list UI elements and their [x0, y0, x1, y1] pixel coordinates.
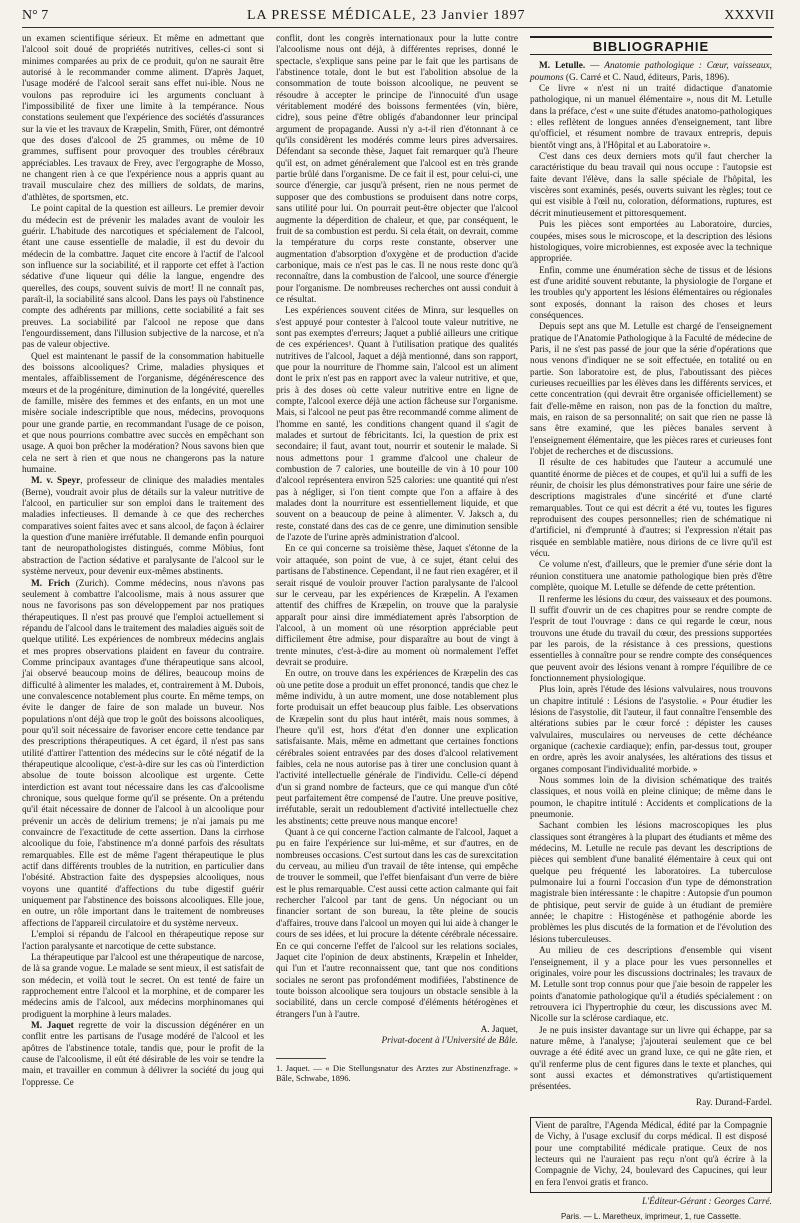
header-rule — [22, 27, 774, 28]
paragraph-jaquet — [22, 1021, 264, 1089]
paragraph-speyr — [22, 476, 264, 578]
book-title: Anatomie pathologique : Cœur, vaisseaux, poumons — [530, 61, 773, 83]
page-number: XXXVII — [724, 8, 774, 23]
paragraph: En ce qui concerne sa troisième thèse, Jaquet s'étonne de la voir attaquée, son point de vue, à ce sujet, étant celui des partisans de l'abstinence. Cependant, il ne faut rien exagérer, et il serait risqué de vouloir prouver l'action paralysante de l'alcool sur le cerveau, par les expériences de Kræpelin. A l'examen attentif des chiffres de Kræpelin, on trouve que la paralysie apparaît pour ainsi dire immédiatement après l'absorption de l'alcool, à un moment où une résorption appréciable peut difficilement être admise, pour disparaître au bout de vingt à trente minutes, c'est-à-dire au moment où normalement l'effet devrait se produire. — [276, 544, 518, 668]
paragraph: C'est dans ces deux derniers mots qu'il faut chercher la caractéristique du beau travail qui nous occupe : l'autopsie est faite devant l'élève, dans la salle spéciale de l'hôpital, les viscères sont examinés, pesés, ouverts suivant les règles; tout ce qui est visible à l'œil nu, coloration, déformations, ruptures, est décrit minutieusement et pittoresquement. — [530, 152, 772, 219]
paragraph: Le point capital de la question est ailleurs. Le premier devoir du médecin est de prévenir les malades avant de vouloir les guérir. L'habitude des narcotiques et spécialement de l'alcool, étant une cause essentielle de maladie, il est du devoir du médecin de la combattre. Jaquet cite encore à l'actif de l'alcool son influence sur la sociabilité, et il rapporte cet effet à l'action sédative d'une liqueur qui délie la langue, engendre des querelles, des coups, souvent suivis de mort! Il ne connaît pas, paraît-il, la sociabilité sans alcool. Dans les pays où l'abstinence compte des adhérents par millions, cette sociabilité a fait ses preuves. La sociabilité par l'alcool ne repose que dans l'engourdissement, dans l'illusion subjective de la narcose, et n'a pas de valeur objective. — [22, 204, 264, 351]
columns — [22, 34, 774, 1222]
review-heading: M. Letulle. — Anatomie pathologique : Cœur, vaisseaux, poumons (G. Carré et C. Naud, éditeurs, Paris, 1896). — [530, 61, 773, 83]
speaker-text: (Zurich). Comme médecins, nous n'avons pas seulement à combattre l'alcoolisme, mais à nous assurer que nous ne favorisons pas son développement par nos pratiques thérapeutiques. Il n'est pas prouvé que l'emploi actuellement si répandu de l'alcool dans le traitement des maladies aiguës soit de quelque utilité. Les expériences de nombreux médecins anglais et mes propres observations plaident en faveur du contraire. Comme principaux avantages d'une thérapeutique sans alcool, j'ai observé beaucoup moins de délires, beaucoup moins de difficulté à alimenter les malades, et, contrairement à M. Dubois, une convalescence notablement plus courte. En même temps, on évite le danger de faire de son malade un buveur. Nos populations n'ont déjà que trop le goût des boissons alcooliques, pour qu'il soit nécessaire de favoriser encore cette tendance par des prescriptions thérapeutiques. A cet égard, il n'est pas sans utilité d'attirer l'attention des médecins sur le côté négatif de la thérapeutique alcoolique, c'est-à-dire sur les cas où l'interdiction absolue de toute boisson alcoolique est urgente. Cette interdiction est avant tout nécessaire dans les cas d'alcoolisme chronique, sous quelque forme qu'il se présente. On a prétendu qu'il était nécessaire de donner de l'alcool à un alcoolique pour prévenir un accès de delirium tremens; je n'ai jamais pu me convaincre de l'exactitude de cette assertion. Dans la cirrhose alcoolique du foie, l'abstinence m'a donné parfois des résultats remarquables. Elle est de même l'agent thérapeutique le plus actif dans différents troubles de la nutrition, en particulier dans l'obésité. Abstraction faite des dyspepsies alcooliques, nous voyons une quantité d'affections du tube digestif guérir uniquement par l'abstinence des boissons alcooliques. Elle joue, en outre, un rôle important dans le traitement de nombreuses affections de l'appareil circulatoire et du système nerveux. — [22, 578, 264, 929]
author-title: Privat-docent à l'Université de Bâle. — [381, 1036, 518, 1047]
paragraph: Enfin, comme une énumération sèche de tissus et de lésions est d'une aridité souvent rebutante, la physiologie de l'organe et les troubles qu'y apportent les lésions élémentaires ou régionales sont exposés, donnant la raison des choses et leurs conséquences. — [530, 265, 772, 321]
agenda-text: Vient de paraître, l'Agenda Médical, édité par la Compagnie de Vichy, à l'usage exclusif du corps médical. Il est disposé pour une comptabilité médicale pratique. Ceux de nos lecteurs qui ne l'auraient pas reçu n'ont qu'à écrire à la Compagnie de Vichy, 24, boulevard des Capucines, qui leur en fera l'envoi gratis et franco. — [535, 1120, 767, 1188]
speaker-text: , professeur de clinique des maladies mentales (Berne), voudrait avoir plus de détails sur la valeur nutritive de l'alcool, en particulier sur son emploi dans le traitement des maladies infectieuses. Il demande à ce que des recherches comparatives soient faites avec et sans alcool, de façon à éclairer la question d'une manière irréfutable. Il demande enfin pourquoi tant de neuropathologistes distingués, comme Möbius, font abstraction de l'action sédative et paralysante de l'alcool sur le système nerveux, pour devenir eux-mêmes abstinents. — [22, 476, 264, 578]
footnote: 1. Jaquet. — « Die Stellungsnatur des Arztes zur Abstinenzfrage. » Bâle, Schwabe, 1896. — [276, 1062, 518, 1084]
paragraph: Sachant combien les lésions macroscopiques les plus classiques sont étrangères à la plupart des étudiants et même des médecins, M. Letulle ne recule pas devant les descriptions de pièces qui semblent d'une banalité élémentaire à ceux qui ont quelque peu fréquenté les laboratoires. La tuberculose pulmonaire lui a fourni l'occasion d'un type de démonstration magistrale bien intéressante : le chapitre : Autopsie d'un poumon de phtisique, peut servir de guide à un étudiant de première année; le chapitre : Histogénèse et pathogénie aborde les problèmes les plus discutés de la formation et de l'évolution des lésions tuberculeuses. — [530, 821, 772, 945]
paragraph-frich — [22, 579, 264, 931]
page-header — [22, 6, 774, 27]
author-signature: A. Jaquet, — [480, 1024, 518, 1035]
paragraph: Les expériences souvent citées de Minra, sur lesquelles on s'est appuyé pour contester à l'alcool toute valeur nutritive, ne sont pas exemptes d'erreurs; Jaquet a publié ailleurs une critique de ces expériences¹. Quant à l'utilisation pratique des qualités nutritives de l'alcool, Jaquet a déjà mentionné, dans son rapport, que pour la nourriture de l'homme sain, l'alcool est un aliment dont le prix n'est pas en rapport avec la valeur nutritive, et que, pris à des doses où cette valeur nutritive entre en ligne de compte, l'alcool exerce déjà une action fâcheuse sur l'organisme. Mais, si l'alcool ne peut pas être recommandé comme aliment de l'homme en santé, les conditions changent quand il s'agit de malades et surtout de fébricitants. Ici, la question de prix est secondaire; il faut, avant tout, nourrir et soutenir le malade. Si nous admettons pour 1 gramme d'alcool une chaleur de combustion de 7 calories, une bouteille de vin à 10 pour 100 d'alcool représentera environ 525 calories: une quantité qui n'est pas à négliger, si l'on tient compte que l'on a affaire à des malades dont la nourriture est essentiellement liquide, et que souvent on a beaucoup de peine à alimenter. V. Jaksch a, du reste, constaté dans des cas de ce genre, une diminution sensible de l'azote de l'urine après administration d'alcool. — [276, 306, 518, 544]
column-2 — [276, 34, 518, 1094]
paragraph: Nous sommes loin de la division schématique des traités classiques, et nous voilà en pleine clinique; de même dans le poumon, le chapitre intitulé : Accidents et complications de la pneumonie. — [530, 776, 772, 821]
reviewer-signature: Ray. Durand-Fardel. — [695, 1097, 772, 1108]
paragraph: L'emploi si répandu de l'alcool en thérapeutique repose sur l'action paralysante et narcotique de cette substance. — [22, 930, 264, 952]
paragraph: Quel est maintenant le passif de la consommation habituelle des boissons alcooliques? Crime, maladies physiques et mentales, affaiblissement de l'organisme, dégénérescence des mœurs et de la progéniture, diminution de la longévité, querelles de famille, misère des femmes et des enfants, en un mot une misère sociale indescriptible que nous, médecins, provoquons pour une grande partie, en recommandant l'usage de ce poison, et que nous pourrions combattre avec succès en empêchant son usage. A quoi bon prêcher la modération? Nous savons bien que cela ne sert à rien et que nous ne changerons pas la nature humaine. — [22, 351, 264, 476]
paragraph: un examen scientifique sérieux. Et même en admettant que l'alcool soit doué de propriétés nutritives, celles-ci sont si minimes comparées au prix de ce produit, qu'on ne saurait être autorisé à le recommander comme aliment. D'après Jaquet, l'usage modéré de l'alcool serait sans effet nui-ible. Nous ne voulons pas reproduire ici les arguments concluant à l'impossibilité de fixer une limite à la tempérance. Nous constations seulement que l'expérience des sociétés d'assurances sur la vie et les travaux de Kræpelin, Smith, Fürer, ont démontré que des doses d'alcool de 25 grammes, ou même de 10 grammes, suffisent pour provoquer des troubles cérébraux appréciables. Les travaux de Frey, avec l'ergographe de Mosso, ne changent rien à ce que l'expérience nous a appris quant au travail musculaire chez des milliers de soldats, de marins, d'athlètes, de sportsmen, etc. — [22, 34, 264, 203]
paragraph: Au milieu de ces descriptions d'ensemble qui visent l'enseignement, il y a place pour les vues personnelles et originales, voire pour les discussions doctrinales; les travaux de M. Letulle sont trop connus pour que j'aie besoin de rappeler les points d'anatomie pathologique qu'il a étudiés spécialement : on retrouvera ici l'hypertrophie du cœur, les discussions avec M. Nicolle sur la sclérose cardiaque, etc. — [530, 946, 772, 1025]
column-1 — [22, 34, 264, 1094]
column-3 — [530, 34, 773, 1222]
paragraph: En outre, on trouve dans les expériences de Kræpelin des cas où une petite dose a produit un effet prononcé, tandis que chez le même individu, à un autre moment, une dose notablement plus forte produisait un effet beaucoup plus faible. Les observations de Kræpelin sont du plus haut intérêt, mais nous sommes, à l'heure qu'il est, hors d'état d'en donner une explication satisfaisante. Mais, même en admettant que certaines fonctions cérébrales soient entravées par des doses d'alcool relativement faibles, cela ne nous autorise pas à tirer une conclusion quant à l'activité intellectuelle générale de l'individu. Celle-ci dépend d'un si grand nombre de facteurs, que ce qui manque d'un côté peut parfaitement être compensé de l'autre. Une preuve positive, irréfutable, serait un redoublement d'activité intellectuelle chez les abstinents; cette preuve nous manque encore! — [276, 669, 518, 827]
speaker-name: M. Frich — [31, 578, 70, 589]
issue-number: N° 7 — [22, 8, 49, 23]
paragraph: Plus loin, après l'étude des lésions valvulaires, nous trouvons un chapitre intitulé : Lésions de l'asystolie. « Pour étudier les lésions de l'asystolie, dit l'auteur, il faut connaître l'ensemble des altérations subies par le cœur forcé : dépister les causes valvulaires, musculaires ou nerveuses de cette déchéance organique (cachexie cardiaque); enfin, par-dessus tout, grouper en ordre, après les avoir analysées, les altérations des tissus et organes composant l'individualité morbide. » — [530, 685, 772, 775]
agenda-notice — [530, 1117, 772, 1193]
paragraph: Ce livre « n'est ni un traité didactique d'anatomie pathologique, ni un manuel élémentaire », nous dit M. Letulle dans la préface, c'est « une suite d'études anatomo-pathologiques : elles reflètent de longues années d'enseignement, tant libre qu'officiel, et résument nombre de travaux entrepris, depuis bientôt vingt ans, à l'Hôpital et au Laboratoire ». — [530, 84, 772, 151]
journal-title: LA PRESSE MÉDICALE, 23 Janvier 1897 — [247, 8, 526, 23]
paragraph: Je ne puis insister davantage sur un livre qui échappe, par sa nature même, à l'analyse; j'ajouterai seulement que ce bel ouvrage a été édité avec un grand luxe, ce qui ne gâte rien, et qu'il renferme plus de cent figures dans le texte et planches, qui sont aussi exactes et démonstratives qu'artistiquement présentées. — [530, 1025, 772, 1093]
section-title: BIBLIOGRAPHIE — [530, 36, 772, 55]
speaker-name: M. v. Speyr — [31, 476, 81, 487]
paragraph: Quant à ce qui concerne l'action calmante de l'alcool, Jaquet a pu en faire l'expérience sur lui-même, et sur d'autres, en de nombreuses occasions. C'est surtout dans les cas de surexcitation du cerveau, au milieu d'un travail de tête intense, qui empêche de trouver le sommeil, que l'effet bienfaisant d'un verre de bière est le plus remarquable. C'est aussi cette action calmante qui fait rechercher l'alcool par tant de gens. Un négociant ou un financier sortant de son bureau, la tête pleine de soucis d'affaires, trouve dans l'alcool un moyen qui lui aide à changer le cours de ses idées, et lui procure la détente cérébrale nécessaire. En ce qui concerne l'effet de l'alcool sur les relations sociales, Jaquet cite l'opinion de deux abstinents, Kræpelin et Inhelder, qui l'un et l'autre reconnaissent que, tant que nos conditions sociales ne seront pas profondément modifiées, l'abstinence de toute boisson alcoolique sera toujours un obstacle sensible à la sociabilité, dans un cercle composé d'éléments hétérogènes et étrangers l'un à l'autre. — [276, 828, 518, 1020]
paragraph: Puis les pièces sont emportées au Laboratoire, durcies, coupées, mises sous le microscope, et la description des lésions histologiques, voire microbiennes, est exposée avec la technique appropriée. — [530, 220, 772, 265]
paragraph: conflit, dont les congrès internationaux pour la lutte contre l'alcoolisme nous ont déjà, à différentes reprises, donné le spectacle, s'explique sans peine par le fait que les partisans de l'abstinence totale, dont le but est l'abolition absolue de la consommation de toute boisson alcoolique, ne peuvent se résoudre à accepter le principe de l'innocuité d'un usage véritablement modéré des boissons fermentées (vin, bière, cidre), sous peine d'être obligés d'abandonner leur principal argument de propagande. Aussi n'y a-t-il rien d'étonnant à ce qu'ils considèrent les modérés comme leurs pires adversaires. Défendant sa seconde thèse, Jaquet fait remarquer qu'à l'heure qu'il est, on admet généralement que l'alcool est en très grande partie brûlé dans l'organisme. De ce fait il est, pour celui-ci, une source d'énergie, car jusqu'à présent, rien ne nous permet de supposer que des combustions se produisent dans notre corps, sans utilité pour lui. On pourrait peut-être objecter que l'alcool augmente la déperdition de chaleur, et que, par conséquent, le fruit de sa combustion est perdu. Si cela était, on devrait, comme la température du corps reste constante, observer une augmentation d'absorption d'oxygène et de production d'acide carbonique, mais ce n'est pas le cas. Il ne nous reste donc qu'à reconnaître, dans la combustion de l'alcool, une source d'énergie pour l'organisme. De nombreuses recherches ont aussi conduit à ce résultat. — [276, 34, 518, 305]
reviewed-author: M. Letulle. — [539, 61, 586, 72]
paragraph: Il résulte de ces habitudes que l'auteur a accumulé une quantité énorme de pièces et de coupes, et qu'il lui a suffi de les réunir, de choisir les plus démonstratives pour faire une série de descriptions magistrales d'une sincérité et d'une clarté remarquables. Tout ce qui est décrit a été vu, toutes les figures reproduisent des coupes personnelles; rien de schématique ni d'artificiel, ni d'emprunté à d'autres; si l'expression n'était pas risquée en semblable matière, nous dirions de ce livre qu'il est vécu. — [530, 458, 772, 560]
paragraph: La thérapeutique par l'alcool est une thérapeutique de narcose, de là sa grande vogue. Le malade se sent mieux, il est satisfait de son médecin, et voilà tout le secret. On est tenté de faire un rapprochement entre l'alcool et la morphine, et de comparer les médecins amis de l'alcool, aux médecins morphinomanes qui prodiguent la morphine à leurs malades. — [22, 952, 264, 1020]
speaker-text: regrette de voir la discussion dégénérer en un conflit entre les partisans de l'usage modéré de l'alcool et les apôtres de l'abstinence totale, tandis que, pour le profit de la cause de l'alcoolisme, il eût été désirable de les voir se tendre la main, et travailler en commun à délivrer la société du joug qui l'oppresse. Ce — [22, 1020, 264, 1088]
editor-line: L'Éditeur-Gérant : Georges Carré. — [641, 1197, 772, 1208]
footnote-rule — [276, 1058, 326, 1059]
paragraph: Ce volume n'est, d'ailleurs, que le premier d'une série dont la réunion constituera une anatomie pathologique bien près d'être complète, quoique M. Letulle se défende de cette prétention. — [530, 560, 772, 594]
paragraph: Il renferme les lésions du cœur, des vaisseaux et des poumons. Il suffit d'ouvrir un de ces chapitres pour se rendre compte de l'esprit de tout l'ouvrage : dans ce qui regarde le cœur, nous trouvons une étude du travail du cœur, des pressions supportées par les parois, de la résistance à ces pressions, questions essentielles à connaître pour se rendre compte des conséquences que peuvent avoir des lésions venant à rompre l'équilibre de ce fonctionnement physiologique. — [530, 594, 772, 684]
speaker-name: M. Jaquet — [31, 1020, 74, 1031]
publisher: (G. Carré et C. Naud, éditeurs, Paris, 1896). — [563, 72, 730, 83]
paragraph: Depuis sept ans que M. Letulle est chargé de l'enseignement pratique de l'Anatomie Pathologique à la Faculté de médecine de Paris, il ne s'est pas passé de jour que la série d'opérations que nous venons d'indiquer ne se soit effectuée, en totalité ou en partie. Son laboratoire est, de plus, l'aboutissant des pièces curieuses recueillies par les élèves dans les différents services, et cette concentration (qui devrait être organisée officiellement) se fait d'elle-même en raison, non pas de la fonction du maître, mais, en raison de sa personnalité; on sait que rien ne passe là sans être examiné, que les pièces banales servent à l'enseignement élémentaire, que les pièces rares et curieuses font l'objet de recherches et de discussions. — [530, 322, 772, 458]
printer-line: Paris. — L. Maretheux, imprimeur, 1, rue Cassette. — [560, 1212, 742, 1222]
